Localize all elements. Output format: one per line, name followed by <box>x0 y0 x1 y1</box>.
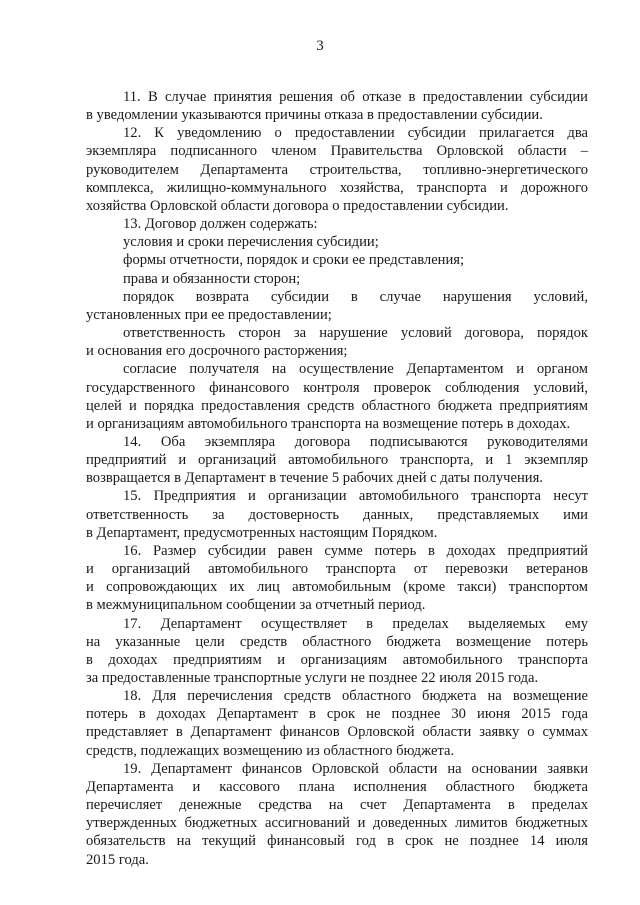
text-line: и организациям автомобильного транспорта на возмещение потерь в доходах. <box>86 415 571 432</box>
text-line: 19. Департамент финансов Орловской области на основании заявки <box>123 760 588 777</box>
paragraph <box>86 251 588 269</box>
text-line: Департамента и кассового плана исполнения областного бюджета <box>86 778 588 795</box>
paragraph <box>86 615 588 688</box>
text-line: за предоставленные транспортные услуги не позднее 22 июля 2015 года. <box>86 670 539 686</box>
text-line: и сопровождающих их лиц автомобильным (кроме такси) транспортом <box>86 579 588 596</box>
text-line: и организаций автомобильного транспорта от перевозки ветеранов <box>86 561 588 578</box>
text-line: права и обязанности сторон; <box>123 270 301 287</box>
text-line: 14. Оба экземпляра договора подписываются руководителями <box>123 433 588 450</box>
text-line: ответственность сторон за нарушение условий договора, порядок <box>123 325 588 342</box>
text-line: согласие получателя на осуществление Департаментом и органом <box>123 361 588 378</box>
text-line: обязательств на текущий финансовый год в срок не позднее 14 июля <box>86 833 588 850</box>
paragraph <box>86 487 588 541</box>
text-line: целей и порядка предоставления средств областного бюджета предприятиям <box>86 397 588 414</box>
text-line: 12. К уведомлению о предоставлении субсидии прилагается два <box>123 125 588 142</box>
text-line: условия и сроки перечисления субсидии; <box>123 234 379 251</box>
paragraph <box>86 760 588 869</box>
text-line: государственного финансового контроля проверок соблюдения условий, <box>86 379 588 396</box>
text-line: 13. Договор должен содержать: <box>123 216 318 233</box>
paragraph <box>86 233 588 251</box>
paragraph <box>86 542 588 615</box>
text-line: 16. Размер субсидии равен сумме потерь в доходах предприятий <box>123 542 588 559</box>
text-line: средств, подлежащих возмещению из областного бюджета. <box>86 742 455 759</box>
text-line: 11. В случае принятия решения об отказе в предоставлении субсидии <box>123 89 588 105</box>
text-line: утвержденных бюджетных ассигнований и доведенных лимитов бюджетных <box>86 815 588 832</box>
text-line: 17. Департамент осуществляет в пределах выделяемых ему <box>123 615 588 632</box>
text-line: руководителем Департамента строительства, топливно-энергетического <box>86 161 588 178</box>
paragraph <box>86 215 588 233</box>
text-line: и основания его досрочного расторжения; <box>86 343 348 360</box>
paragraph <box>86 124 588 215</box>
text-line: установленных при ее предоставлении; <box>86 306 332 323</box>
text-line: экземпляра подписанного членом Правительства Орловской области – <box>86 143 588 160</box>
document-body <box>86 88 588 869</box>
paragraph <box>86 288 588 324</box>
text-line: потерь в доходах Департамент в срок не позднее 30 июня 2015 года <box>86 706 588 723</box>
text-line: в уведомлении указываются причины отказа в предоставлении субсидии. <box>86 107 543 124</box>
text-line: возвращается в Департамент в течение 5 рабочих дней с даты получения. <box>86 470 543 487</box>
paragraph <box>86 433 588 487</box>
paragraph <box>86 270 588 288</box>
paragraph <box>86 88 588 124</box>
text-line: представляет в Департамент финансов Орловской области заявку о суммах <box>86 724 588 741</box>
text-line: 2015 года. <box>86 851 149 868</box>
page-number: 3 <box>316 38 324 54</box>
text-line: 18. Для перечисления средств областного бюджета на возмещение <box>123 688 588 705</box>
text-line: порядок возврата субсидии в случае нарушения условий, <box>123 288 588 305</box>
text-line: в межмуниципальном сообщении за отчетный период. <box>86 597 426 614</box>
text-line: 15. Предприятия и организации автомобильного транспорта несут <box>123 488 588 505</box>
text-line: перечисляет денежные средства на счет Департамента в пределах <box>86 797 588 814</box>
paragraph <box>86 324 588 360</box>
paragraph <box>86 360 588 433</box>
text-line: на указанные цели средств областного бюджета возмещение потерь <box>86 633 588 650</box>
text-line: в Департамент, предусмотренных настоящим Порядком. <box>86 524 438 541</box>
paragraph <box>86 687 588 760</box>
text-line: формы отчетности, порядок и сроки ее представления; <box>123 252 465 269</box>
text-line: комплекса, жилищно-коммунального хозяйства, транспорта и дорожного <box>86 179 588 196</box>
text-line: в доходах предприятиям и организациям автомобильного транспорта <box>86 651 588 668</box>
text-line: хозяйства Орловской области договора о предоставлении субсидии. <box>86 197 509 214</box>
text-line: ответственность за достоверность данных, представляемых ими <box>86 506 588 523</box>
text-line: предприятий и организаций автомобильного транспорта, и 1 экземпляр <box>86 452 588 469</box>
